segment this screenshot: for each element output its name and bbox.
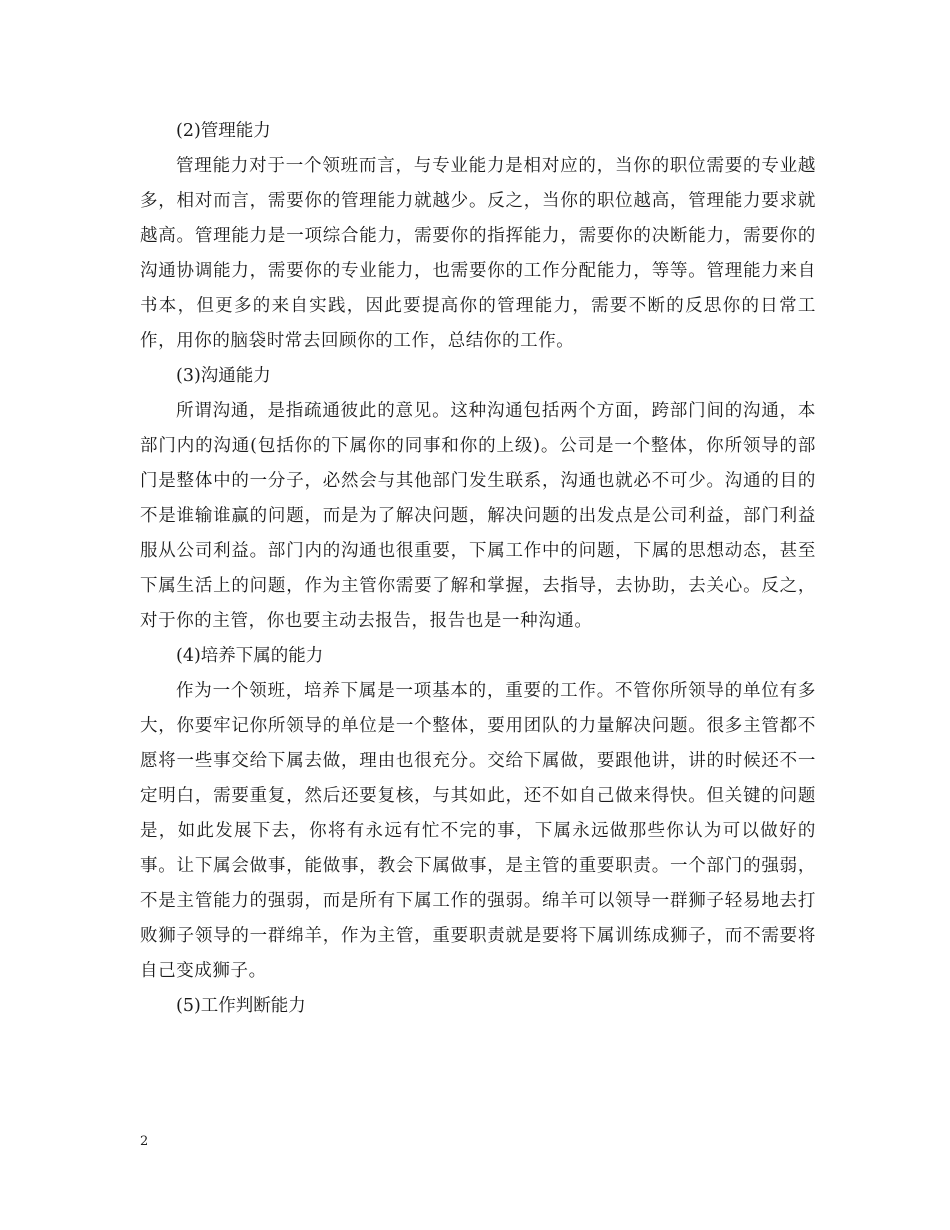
section-body-management: 管理能力对于一个领班而言，与专业能力是相对应的，当你的职位需要的专业越多，相对而言，需要你的管理能力就越少。反之，当你的职位越高，管理能力要求就越高。管理能力是一项综合能力，需要你的指挥能力，需要你的决断能力，需要你的沟通协调能力，需要你的专业能力，也需要你的工作分配能力，等等。管理能力来自书本，但更多的来自实践，因此要提高你的管理能力，需要不断的反思你的日常工作，用你的脑袋时常去回顾你的工作，总结你的工作。 <box>140 156 816 351</box>
section-heading-judgment: (5)工作判断能力 <box>176 996 306 1016</box>
section-heading-management: (2)管理能力 <box>176 121 271 141</box>
section-heading-training: (4)培养下属的能力 <box>176 646 324 666</box>
page-number: 2 <box>140 1134 149 1149</box>
section-body-communication: 所谓沟通，是指疏通彼此的意见。这种沟通包括两个方面，跨部门间的沟通，本部门内的沟通(包括你的下属你的同事和你的上级)。公司是一个整体，你所领导的部门是整体中的一分子，必然会与其他部门发生联系，沟通也就必不可少。沟通的目的不是谁输谁赢的问题，而是为了解决问题，解决问题的出发点是公司利益，部门利益服从公司利益。部门内的沟通也很重要，下属工作中的问题，下属的思想动态，甚至下属生活上的问题，作为主管你需要了解和掌握，去指导，去协助，去关心。反之，对于你的主管，你也要主动去报告，报告也是一种沟通。 <box>140 401 816 631</box>
section-heading-communication: (3)沟通能力 <box>176 366 271 386</box>
document-body <box>140 114 816 1024</box>
section-body-training: 作为一个领班，培养下属是一项基本的，重要的工作。不管你所领导的单位有多大，你要牢记你所领导的单位是一个整体，要用团队的力量解决问题。很多主管都不愿将一些事交给下属去做，理由也很充分。交给下属做，要跟他讲，讲的时候还不一定明白，需要重复，然后还要复核，与其如此，还不如自己做来得快。但关键的问题是，如此发展下去，你将有永远有忙不完的事，下属永远做那些你认为可以做好的事。让下属会做事，能做事，教会下属做事，是主管的重要职责。一个部门的强弱，不是主管能力的强弱，而是所有下属工作的强弱。绵羊可以领导一群狮子轻易地去打败狮子领导的一群绵羊，作为主管，重要职责就是要将下属训练成狮子，而不需要将自己变成狮子。 <box>140 681 816 981</box>
